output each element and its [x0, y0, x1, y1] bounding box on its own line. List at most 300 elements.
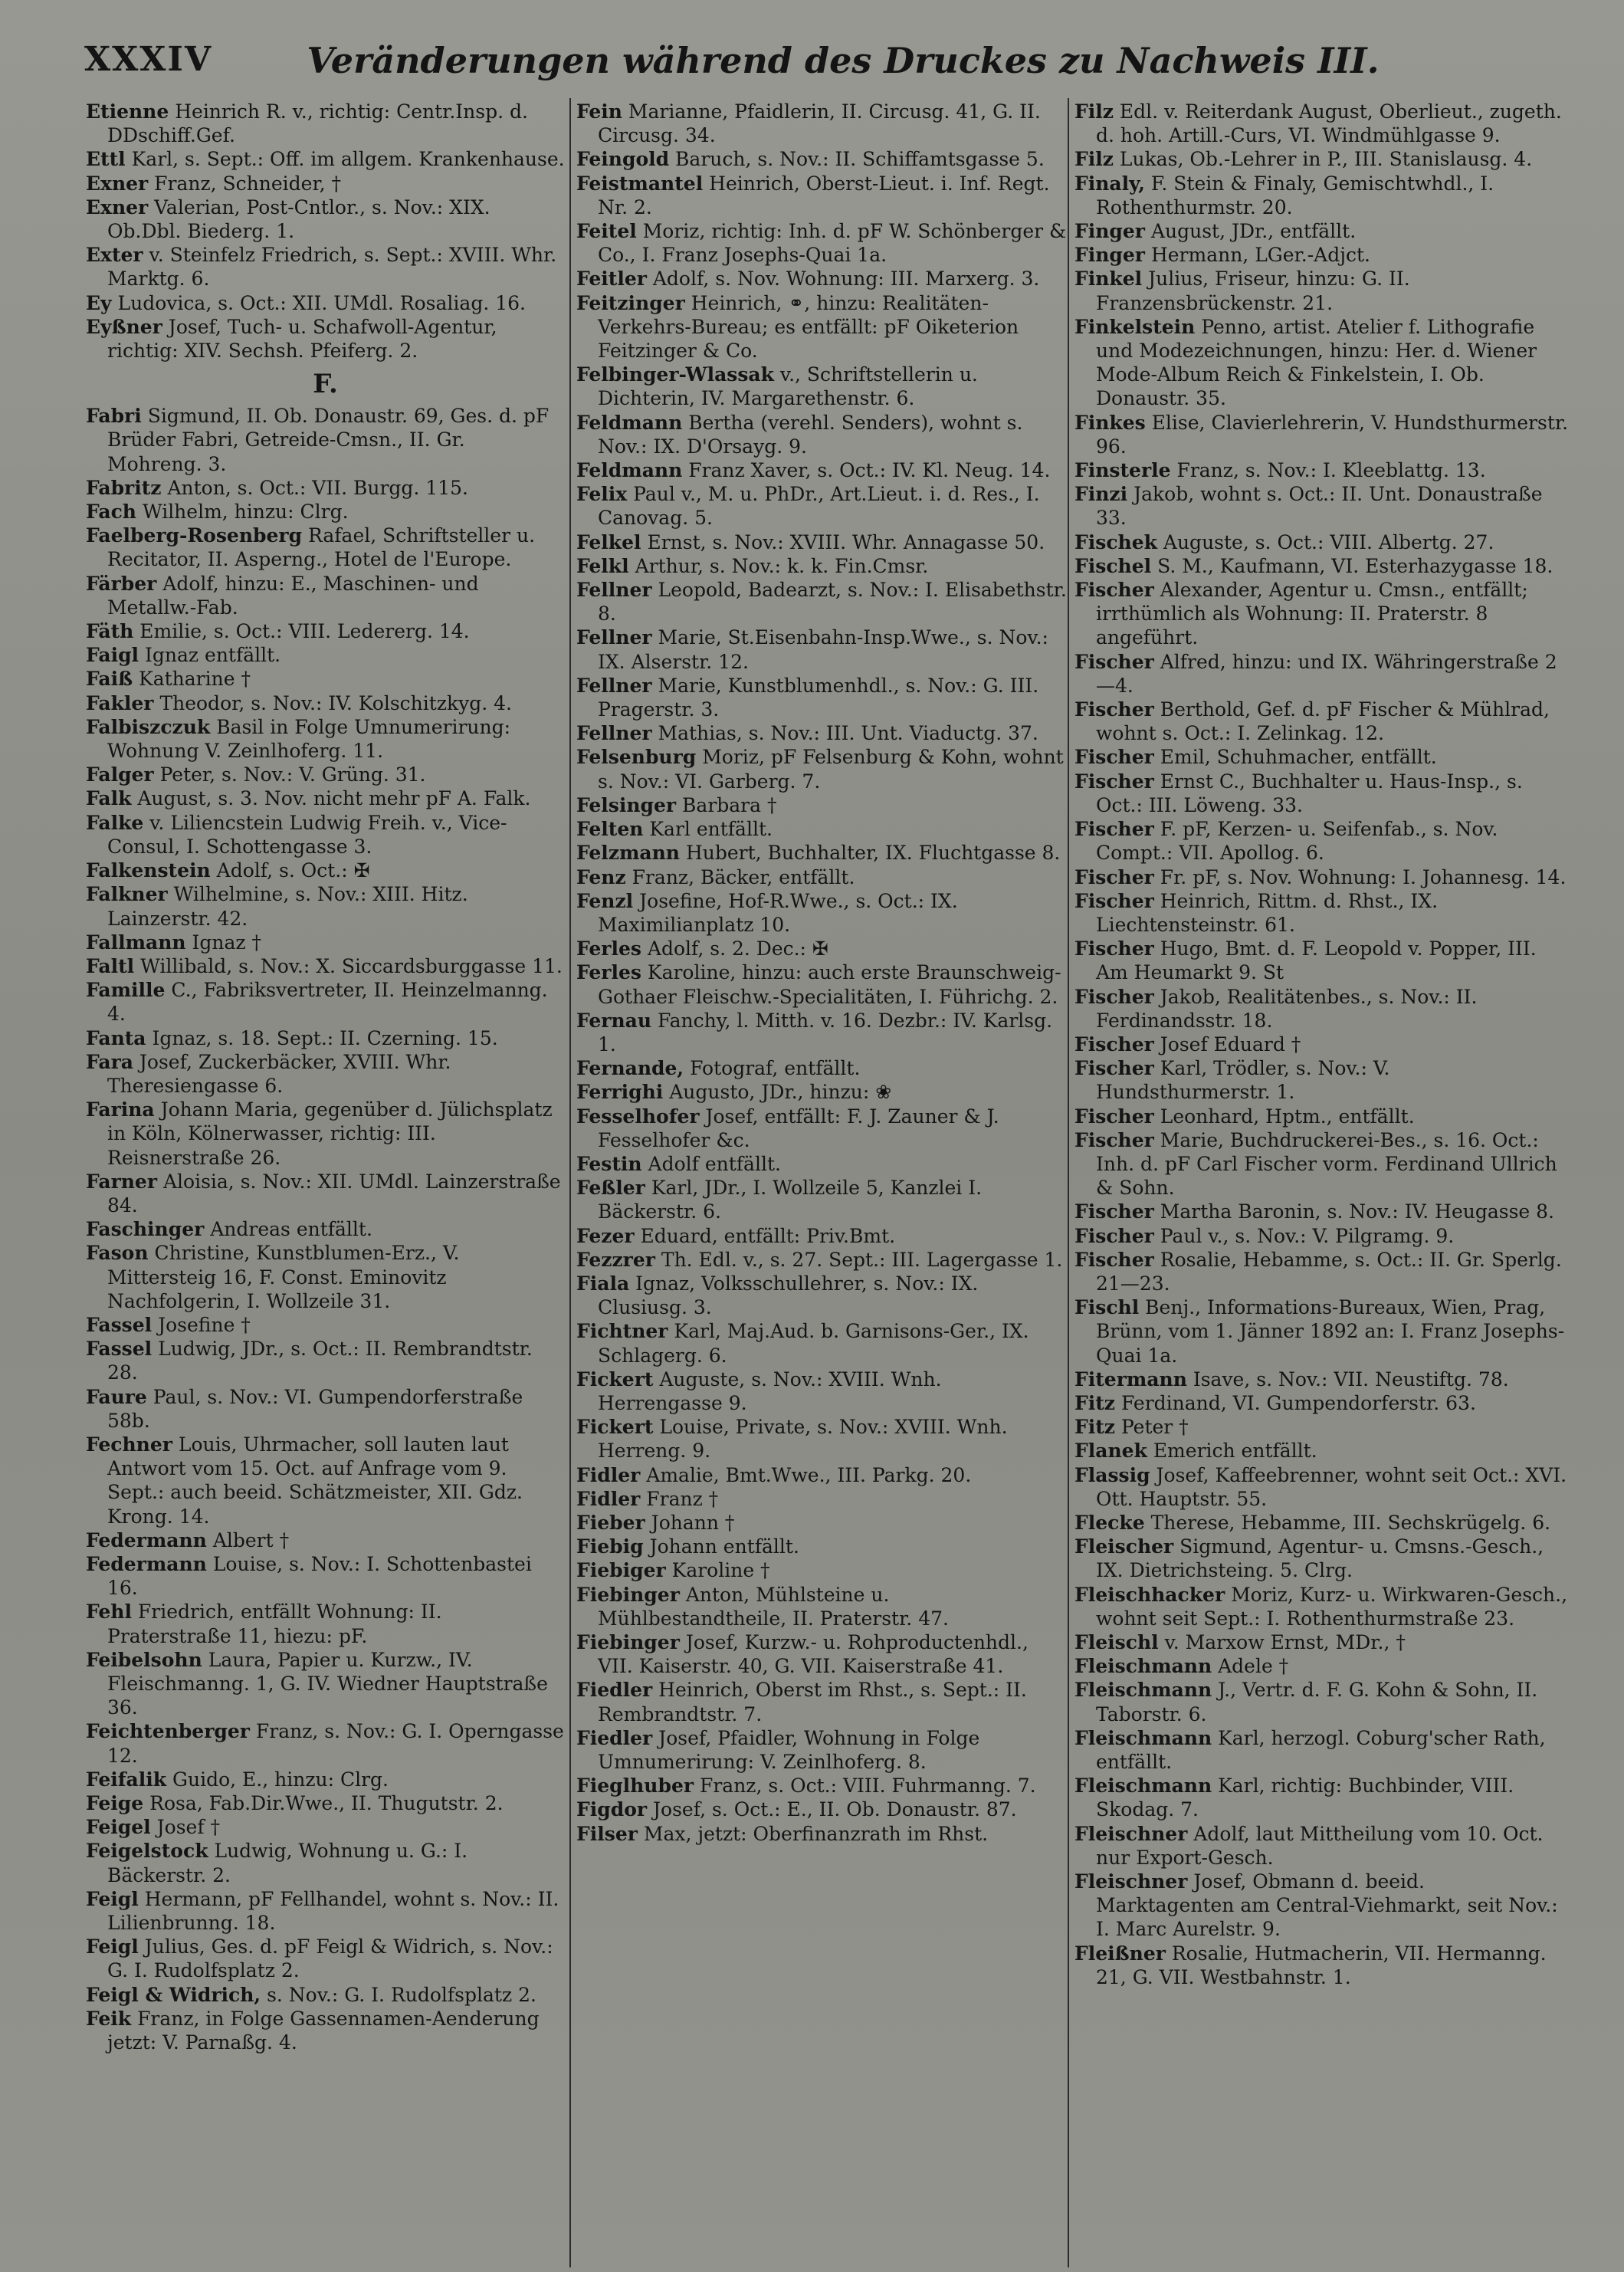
directory-entry — [576, 960, 1067, 1008]
entry-details: Johann Maria, gegenüber d. Jülichsplatz in Köln, Kölnerwasser, richtig: III. Reisnerstraße 26. — [107, 1098, 553, 1169]
page-header — [84, 40, 1602, 94]
entry-details: Karl, richtig: Buchbinder, VIII. Skodag. 7. — [1096, 1775, 1514, 1821]
entry-details: Jakob, Realitätenbes., s. Nov.: II. Ferdinandsstr. 18. — [1096, 985, 1478, 1032]
directory-entry — [1074, 889, 1569, 937]
entry-surname: Felkl — [576, 554, 629, 577]
entry-details: Emil, Schuhmacher, entfällt. — [1160, 746, 1437, 769]
entry-details: Lukas, Ob.-Lehrer in P., III. Stanislausg. 4. — [1119, 148, 1533, 171]
directory-entry — [576, 1630, 1067, 1678]
entry-details: Jakob, wohnt s. Oct.: II. Unt. Donaustraße 33. — [1096, 483, 1543, 530]
entry-surname: Felbinger-Wlassak — [576, 363, 774, 386]
directory-entry — [86, 1026, 565, 1050]
entry-surname: Fleischhacker — [1074, 1583, 1225, 1606]
directory-entry — [1074, 865, 1569, 889]
directory-entry — [1074, 1391, 1569, 1415]
entry-surname: Fellner — [576, 674, 652, 697]
entry-details: Martha Baronin, s. Nov.: IV. Heugasse 8. — [1160, 1200, 1555, 1223]
entry-details: Franz, Schneider, † — [154, 172, 342, 195]
entry-surname: Fischer — [1074, 985, 1154, 1008]
entry-details: Wilhelmine, s. Nov.: XIII. Hitz. Lainzerstr. 42. — [107, 883, 468, 930]
entry-surname: Felix — [576, 483, 628, 506]
directory-entry — [86, 1791, 565, 1815]
entry-surname: Fleischer — [1074, 1535, 1174, 1558]
directory-entry — [1074, 1654, 1569, 1678]
entry-surname: Fesselhofer — [576, 1105, 700, 1128]
entry-surname: Finzi — [1074, 483, 1128, 506]
entry-surname: Fitz — [1074, 1391, 1115, 1414]
directory-entry — [576, 1558, 1067, 1582]
directory-entry — [576, 817, 1067, 841]
entry-surname: Ettl — [86, 148, 126, 171]
entry-details: Karl entfällt. — [649, 818, 773, 841]
column-1 — [86, 100, 565, 2261]
entry-surname: Fiebig — [576, 1535, 644, 1558]
directory-entry — [86, 2007, 565, 2054]
entry-details: Franz Xaver, s. Oct.: IV. Kl. Neug. 14. — [688, 459, 1051, 482]
entry-surname: Fieglhuber — [576, 1775, 694, 1798]
directory-entry — [86, 1385, 565, 1433]
entry-details: Marie, Kunstblumenhdl., s. Nov.: G. III. Pragerstr. 3. — [598, 674, 1039, 721]
entry-details: v. Steinfelz Friedrich, s. Sept.: XVIII. Whr. Marktg. 6. — [107, 244, 557, 291]
entry-details: Josefine † — [158, 1313, 251, 1336]
entry-details: Penno, artist. Atelier f. Lithografie und Modezeichnungen, hinzu: Her. d. Wiener Mode-Album Reich & Finkelstein, I. Ob. Donaustr. 35. — [1096, 315, 1537, 410]
entry-details: Christine, Kunstblumen-Erz., V. Mittersteig 16, F. Const. Eminovitz Nachfolgerin, I. Wollzeile 31. — [107, 1242, 460, 1312]
directory-entry — [576, 841, 1067, 865]
entry-surname: Feige — [86, 1792, 144, 1815]
column-divider — [1068, 98, 1069, 2267]
entry-details: Rosalie, Hutmacherin, VII. Hermanng. 21, G. VII. Westbahnstr. 1. — [1096, 1942, 1547, 1988]
entry-surname: Fischer — [1074, 770, 1154, 793]
entry-details: Ignaz, Volksschullehrer, s. Nov.: IX. Clusiusg. 3. — [598, 1272, 979, 1319]
entry-surname: Felten — [576, 818, 644, 841]
entry-surname: Färber — [86, 572, 157, 595]
directory-entry — [86, 882, 565, 930]
directory-entry — [1074, 530, 1569, 554]
entry-details: Ernst C., Buchhalter u. Haus-Insp., s. Oct.: III. Löweng. 33. — [1096, 770, 1523, 816]
entry-surname: Feitler — [576, 268, 647, 291]
directory-entry — [1074, 1511, 1569, 1535]
directory-entry — [576, 1774, 1067, 1798]
entry-surname: Feitel — [576, 220, 637, 243]
entry-surname: Fleischmann — [1074, 1655, 1212, 1678]
entry-surname: Fleißner — [1074, 1942, 1166, 1965]
entry-surname: Fickert — [576, 1416, 654, 1439]
entry-surname: Faschinger — [86, 1218, 205, 1241]
directory-entry — [1074, 1870, 1569, 1942]
directory-entry — [576, 1248, 1067, 1272]
entry-details: Elise, Clavierlehrerin, V. Hundsthurmerstr. 96. — [1096, 411, 1569, 458]
directory-entry — [86, 100, 565, 147]
entry-surname: Fischer — [1074, 650, 1154, 673]
entry-details: Franz, s. Nov.: G. I. Operngasse 12. — [107, 1720, 564, 1767]
entry-surname: Fernande, — [576, 1057, 684, 1080]
entry-details: Franz † — [646, 1487, 719, 1510]
entry-surname: Exner — [86, 172, 149, 195]
entry-surname: Fäth — [86, 620, 134, 643]
entry-surname: Fellner — [576, 626, 652, 649]
entry-surname: Fischer — [1074, 579, 1154, 602]
entry-details: v. Liliencstein Ludwig Freih. v., Vice-Consul, I. Schottengasse 3. — [107, 811, 507, 858]
entry-details: Marianne, Pfaidlerin, II. Circusg. 41, G. II. Circusg. 34. — [598, 100, 1041, 147]
entry-surname: Finger — [1074, 244, 1145, 267]
entry-surname: Filz — [1074, 100, 1114, 123]
directory-entry — [86, 1098, 565, 1170]
entry-details: Franz, s. Oct.: VIII. Fuhrmanng. 7. — [700, 1775, 1036, 1798]
entry-details: Hugo, Bmt. d. F. Leopold v. Popper, III. Am Heumarkt 9. St — [1096, 937, 1537, 984]
entry-surname: Fischer — [1074, 818, 1154, 841]
entry-details: Isave, s. Nov.: VII. Neustiftg. 78. — [1193, 1367, 1509, 1390]
directory-entry — [86, 1433, 565, 1528]
directory-entry — [86, 291, 565, 315]
directory-entry — [1074, 1033, 1569, 1056]
entry-details: Marie, Buchdruckerei-Bes., s. 16. Oct.: Inh. d. pF Carl Fischer vorm. Ferdinand Ullrich & Sohn. — [1096, 1128, 1557, 1200]
directory-entry — [86, 954, 565, 978]
directory-entry — [576, 1535, 1067, 1558]
entry-surname: Ferles — [576, 937, 641, 960]
entry-surname: Fabritz — [86, 476, 162, 499]
entry-surname: Fechner — [86, 1433, 172, 1456]
entry-details: F. pF, Kerzen- u. Seifenfab., s. Nov. Compt.: VII. Apollog. 6. — [1096, 818, 1498, 865]
entry-surname: Ey — [86, 291, 112, 314]
entry-surname: Fleischner — [1074, 1870, 1188, 1893]
entry-surname: Feigl — [86, 1887, 139, 1910]
entry-surname: Fiedler — [576, 1679, 653, 1702]
directory-entry — [86, 147, 565, 171]
directory-entry — [576, 1080, 1067, 1104]
directory-entry — [1074, 817, 1569, 865]
directory-entry — [576, 1272, 1067, 1319]
entry-details: Moriz, pF Felsenburg & Kohn, wohnt s. Nov.: VI. Garberg. 7. — [598, 746, 1064, 793]
entry-surname: Fieber — [576, 1511, 645, 1534]
entry-surname: Felzmann — [576, 842, 680, 865]
entry-surname: Flanek — [1074, 1440, 1147, 1463]
entry-details: Josef, Obmann d. beeid. Marktagenten am Central-Viehmarkt, seit Nov.: I. Marc Aurelstr. 9. — [1096, 1870, 1558, 1941]
entry-surname: Fischer — [1074, 865, 1154, 888]
entry-details: Andreas entfällt. — [210, 1218, 372, 1241]
entry-details: Eduard, entfällt: Priv.Bmt. — [640, 1224, 896, 1247]
entry-details: Josef, Zuckerbäcker, XVIII. Whr. Theresiengasse 6. — [107, 1050, 451, 1097]
entry-details: Josef, s. Oct.: E., II. Ob. Donaustr. 87. — [653, 1798, 1017, 1821]
entry-details: v. Marxow Ernst, MDr., † — [1164, 1631, 1406, 1653]
directory-entry — [1074, 698, 1569, 745]
entry-details: Louis, Uhrmacher, soll lauten laut Antwort vom 15. Oct. auf Anfrage vom 9. Sept.: auch beeid. Schätzmeister, XII. Gdz. Krong. 14. — [107, 1433, 523, 1528]
directory-entry — [86, 1768, 565, 1791]
directory-entry — [1074, 554, 1569, 578]
entry-details: August, s. 3. Nov. nicht mehr pF A. Falk. — [137, 787, 531, 810]
directory-entry — [1074, 172, 1569, 219]
entry-details: Anton, s. Oct.: VII. Burgg. 115. — [167, 476, 468, 499]
directory-entry — [576, 1822, 1067, 1846]
entry-surname: Fidler — [576, 1463, 641, 1486]
directory-entry — [1074, 1774, 1569, 1821]
entry-details: Moriz, richtig: Inh. d. pF W. Schönberger & Co., I. Franz Josephs-Quai 1a. — [598, 220, 1067, 267]
directory-entry — [1074, 985, 1569, 1033]
entry-details: Arthur, s. Nov.: k. k. Fin.Cmsr. — [635, 554, 929, 577]
entry-surname: Fach — [86, 501, 136, 524]
directory-entry — [86, 931, 565, 954]
entry-surname: Ferrighi — [576, 1081, 664, 1104]
entry-details: Josef, Kaffeebrenner, wohnt seit Oct.: XVI. Ott. Hauptstr. 55. — [1096, 1463, 1567, 1510]
entry-surname: Fischek — [1074, 530, 1157, 553]
entry-surname: Feibelsohn — [86, 1648, 202, 1671]
directory-entry — [86, 572, 565, 619]
directory-entry — [1074, 100, 1569, 147]
directory-entry — [576, 937, 1067, 960]
entry-surname: Filz — [1074, 148, 1114, 171]
entry-details: Louise, s. Nov.: I. Schottenbastei 16. — [107, 1552, 532, 1600]
entry-surname: Fassel — [86, 1338, 153, 1361]
directory-entry — [1074, 243, 1569, 267]
entry-details: Ludovica, s. Oct.: XII. UMdl. Rosaliag. 16. — [117, 291, 526, 314]
directory-entry — [86, 1839, 565, 1886]
entry-surname: Fleischner — [1074, 1822, 1188, 1845]
entry-details: Heinrich R. v., richtig: Centr.Insp. d. DDschiff.Gef. — [107, 100, 528, 147]
directory-entry — [576, 1463, 1067, 1487]
entry-surname: Fiebiger — [576, 1559, 666, 1582]
entry-surname: Feifalik — [86, 1768, 167, 1791]
directory-entry — [86, 859, 565, 882]
directory-entry — [576, 411, 1067, 458]
directory-entry — [1074, 147, 1569, 171]
directory-entry — [576, 1487, 1067, 1511]
directory-entry — [86, 315, 565, 363]
directory-entry — [1074, 1678, 1569, 1725]
directory-entry — [86, 1528, 565, 1552]
entry-details: Paul, s. Nov.: VI. Gumpendorferstraße 58b. — [107, 1385, 523, 1432]
entry-details: Ferdinand, VI. Gumpendorferstr. 63. — [1120, 1391, 1476, 1414]
column-2 — [576, 100, 1067, 2261]
entry-surname: Famille — [86, 979, 166, 1002]
directory-entry — [576, 625, 1067, 673]
entry-details: Heinrich, ⚭, hinzu: Realitäten-Verkehrs-Bureau; es entfällt: pF Oiketerion Feitzinger & Co. — [598, 291, 1019, 363]
entry-surname: Feigl — [86, 1935, 139, 1958]
entry-details: Josef, Kurzw.- u. Rohproductenhdl., VII. Kaiserstr. 40, G. VII. Kaiserstraße 41. — [598, 1631, 1029, 1678]
entry-details: Theodor, s. Nov.: IV. Kolschitzkyg. 4. — [159, 691, 513, 714]
entry-surname: Fleischmann — [1074, 1775, 1212, 1798]
entry-details: Adolf, hinzu: E., Maschinen- und Metallw.-Fab. — [107, 572, 479, 619]
directory-entry — [576, 1678, 1067, 1725]
entry-surname: Falger — [86, 763, 154, 786]
entry-details: Karl, JDr., I. Wollzeile 5, Kanzlei I. Bäckerstr. 6. — [598, 1177, 983, 1223]
entry-surname: Etienne — [86, 100, 169, 123]
directory-entry — [1074, 1105, 1569, 1128]
entry-surname: Felsinger — [576, 793, 677, 816]
directory-entry — [86, 1983, 565, 2007]
entry-details: Ignaz entfällt. — [145, 644, 281, 667]
entry-surname: Feßler — [576, 1177, 645, 1200]
directory-entry — [576, 1415, 1067, 1463]
directory-entry — [1074, 1942, 1569, 1989]
directory-entry — [576, 363, 1067, 410]
directory-entry — [1074, 1295, 1569, 1367]
directory-entry — [576, 458, 1067, 482]
entry-details: Paul v., M. u. PhDr., Art.Lieut. i. d. Res., I. Canovag. 5. — [598, 483, 1040, 530]
directory-entry — [86, 1600, 565, 1647]
directory-entry — [86, 1552, 565, 1600]
directory-entry — [576, 1798, 1067, 1821]
directory-entry — [1074, 1415, 1569, 1439]
entry-details: Wilhelm, hinzu: Clrg. — [142, 501, 349, 524]
directory-entry — [576, 1009, 1067, 1056]
directory-entry — [1074, 745, 1569, 769]
directory-entry — [1074, 1128, 1569, 1200]
entry-surname: Fernau — [576, 1009, 652, 1032]
entry-details: Karl, herzogl. Coburg'scher Rath, entfällt. — [1096, 1726, 1546, 1774]
entry-surname: Eyßner — [86, 315, 162, 338]
entry-surname: Feistmantel — [576, 172, 704, 195]
entry-surname: Falkenstein — [86, 859, 211, 882]
directory-entry — [576, 674, 1067, 721]
entry-surname: Faltl — [86, 954, 135, 977]
entry-surname: Fischer — [1074, 1200, 1154, 1223]
entry-surname: Fellner — [576, 579, 652, 602]
entry-surname: Feitzinger — [576, 291, 685, 314]
entry-details: Ignaz † — [192, 931, 262, 954]
section-heading: F. — [313, 369, 338, 400]
entry-surname: Fischer — [1074, 937, 1154, 960]
directory-entry — [576, 530, 1067, 554]
entry-details: Adele † — [1218, 1655, 1289, 1678]
entry-details: Adolf, laut Mittheilung vom 10. Oct. nur Export-Gesch. — [1096, 1822, 1544, 1869]
directory-entry — [1074, 1463, 1569, 1511]
directory-entry — [86, 811, 565, 859]
entry-details: Baruch, s. Nov.: II. Schiffamtsgasse 5. — [675, 148, 1045, 171]
entry-surname: Fallmann — [86, 931, 186, 954]
directory-entry — [1074, 1535, 1569, 1582]
entry-details: Louise, Private, s. Nov.: XVIII. Wnh. Herreng. 9. — [598, 1416, 1008, 1463]
entry-surname: Faure — [86, 1385, 147, 1408]
entry-surname: Fiedler — [576, 1726, 653, 1749]
directory-entry — [86, 500, 565, 524]
entry-surname: Feingold — [576, 148, 670, 171]
directory-entry — [1074, 411, 1569, 458]
directory-entry — [576, 1105, 1067, 1152]
entry-surname: Finkes — [1074, 411, 1146, 434]
entry-surname: Farina — [86, 1098, 155, 1121]
directory-entry — [86, 643, 565, 667]
entry-surname: Feichtenberger — [86, 1720, 250, 1743]
entry-details: Sigmund, II. Ob. Donaustr. 69, Ges. d. pF Brüder Fabri, Getreide-Cmsn., II. Gr. Mohreng. 3. — [107, 405, 550, 475]
entry-details: Guido, E., hinzu: Clrg. — [172, 1768, 389, 1791]
entry-details: Karl, Maj.Aud. b. Garnisons-Ger., IX. Schlagerg. 6. — [598, 1320, 1029, 1367]
entry-details: Ludwig, Wohnung u. G.: I. Bäckerstr. 2. — [107, 1840, 468, 1886]
entry-details: s. Nov.: G. I. Rudolfsplatz 2. — [267, 1983, 536, 2006]
entry-details: Laura, Papier u. Kurzw., IV. Fleischmanng. 1, G. IV. Wiedner Hauptstraße 36. — [107, 1648, 548, 1719]
directory-entry — [576, 865, 1067, 889]
entry-details: Rosa, Fab.Dir.Wwe., II. Thugutstr. 2. — [149, 1792, 504, 1815]
directory-entry — [86, 978, 565, 1026]
directory-entry — [86, 1648, 565, 1720]
entry-surname: Fitz — [1074, 1416, 1115, 1439]
entry-details: Edl. v. Reiterdank August, Oberlieut., zugeth. d. hoh. Artill.-Curs, VI. Windmühlgasse 9. — [1096, 100, 1562, 147]
directory-entry — [86, 667, 565, 691]
entry-details: Benj., Informations-Bureaux, Wien, Prag, Brünn, vom 1. Jänner 1892 an: I. Franz Josephs-Quai 1a. — [1096, 1296, 1565, 1367]
entry-surname: Fischel — [1074, 554, 1152, 577]
entry-surname: Fellner — [576, 722, 652, 745]
directory-entry — [1074, 315, 1569, 411]
directory-entry — [1074, 578, 1569, 650]
entry-surname: Fitermann — [1074, 1367, 1187, 1390]
entry-details: Rosalie, Hebamme, s. Oct.: II. Gr. Sperlg. 21—23. — [1096, 1248, 1562, 1295]
directory-entry — [86, 786, 565, 810]
entry-details: Fanchy, l. Mitth. v. 16. Dezbr.: IV. Karlsg. 1. — [598, 1009, 1053, 1056]
entry-details: Friedrich, entfällt Wohnung: II. Praterstraße 11, hiezu: pF. — [107, 1601, 442, 1647]
entry-details: Fr. pF, s. Nov. Wohnung: I. Johannesg. 14. — [1160, 865, 1567, 888]
entry-details: Mathias, s. Nov.: III. Unt. Viaductg. 37. — [658, 722, 1038, 745]
entry-details: Anton, Mühlsteine u. Mühlbestandtheile, II. Praterstr. 47. — [598, 1583, 949, 1630]
directory-entry — [1074, 1224, 1569, 1248]
entry-surname: Exter — [86, 244, 143, 267]
entry-surname: Farner — [86, 1170, 158, 1193]
directory-entry — [86, 524, 565, 571]
page-title: Veränderungen während des Druckes zu Nachweis III. — [307, 40, 1380, 81]
column-3 — [1074, 100, 1569, 2261]
directory-entry — [86, 1887, 565, 1935]
entry-details: Franz, s. Nov.: I. Kleeblattg. 13. — [1176, 459, 1486, 482]
entry-details: Therese, Hebamme, III. Sechskrügelg. 6. — [1150, 1511, 1551, 1534]
entry-surname: Feldmann — [576, 411, 683, 434]
entry-surname: Fischl — [1074, 1296, 1140, 1319]
entry-details: Hermann, LGer.-Adjct. — [1150, 244, 1370, 267]
entry-surname: Fiala — [576, 1272, 630, 1295]
entry-details: Emilie, s. Oct.: VIII. Ledererg. 14. — [139, 620, 470, 643]
entry-surname: Fleischl — [1074, 1631, 1159, 1653]
entry-details: Ludwig, JDr., s. Oct.: II. Rembrandtstr. 28. — [107, 1338, 533, 1384]
entry-details: Th. Edl. v., s. 27. Sept.: III. Lagergasse 1. — [661, 1248, 1063, 1271]
entry-details: Aloisia, s. Nov.: XII. UMdl. Lainzerstraße 84. — [107, 1170, 561, 1216]
entry-surname: Feigelstock — [86, 1840, 208, 1863]
directory-entry — [576, 100, 1067, 147]
entry-surname: Faigl — [86, 644, 139, 667]
entry-details: Basil in Folge Umnumerirung: Wohnung V. Zeinlhoferg. 11. — [107, 715, 511, 763]
directory-entry — [86, 691, 565, 715]
entry-surname: Flecke — [1074, 1511, 1145, 1534]
directory-entry — [576, 1056, 1067, 1080]
directory-entry — [86, 619, 565, 643]
entry-details: Adolf, s. 2. Dec.: ✠ — [647, 937, 828, 960]
entry-details: Barbara † — [682, 793, 777, 816]
entry-details: C., Fabriksvertreter, II. Heinzelmanng. 4. — [107, 979, 548, 1026]
directory-entry — [86, 1170, 565, 1217]
entry-details: Alfred, hinzu: und IX. Währingerstraße 2—4. — [1096, 650, 1557, 697]
entry-surname: Fleischmann — [1074, 1726, 1212, 1749]
entry-surname: Faelberg-Rosenberg — [86, 524, 303, 547]
directory-entry — [86, 476, 565, 500]
column-divider — [569, 98, 571, 2267]
directory-entry — [1074, 1367, 1569, 1391]
directory-entry — [86, 195, 565, 243]
directory-entry — [576, 147, 1067, 171]
directory-entry — [1074, 458, 1569, 482]
entry-surname: Federmann — [86, 1552, 207, 1575]
entry-surname: Exner — [86, 195, 149, 218]
directory-entry — [1074, 267, 1569, 314]
entry-surname: Fiebinger — [576, 1583, 680, 1606]
directory-entry — [1074, 482, 1569, 530]
entry-surname: Fanta — [86, 1026, 146, 1049]
directory-entry — [1074, 937, 1569, 984]
entry-details: Heinrich, Oberst-Lieut. i. Inf. Regt. Nr. 2. — [598, 172, 1050, 218]
entry-details: Franz, Bäcker, entfällt. — [632, 865, 855, 888]
entry-details: Max, jetzt: Oberfinanzrath im Rhst. — [643, 1822, 989, 1845]
entry-details: Julius, Friseur, hinzu: G. II. Franzensbrückenstr. 21. — [1096, 268, 1410, 314]
directory-entry — [576, 889, 1067, 937]
entry-surname: Fischer — [1074, 889, 1154, 912]
directory-entry — [576, 1319, 1067, 1367]
entry-surname: Fischer — [1074, 746, 1154, 769]
entry-details: Josef † — [156, 1816, 221, 1839]
directory-entry — [1074, 1726, 1569, 1774]
